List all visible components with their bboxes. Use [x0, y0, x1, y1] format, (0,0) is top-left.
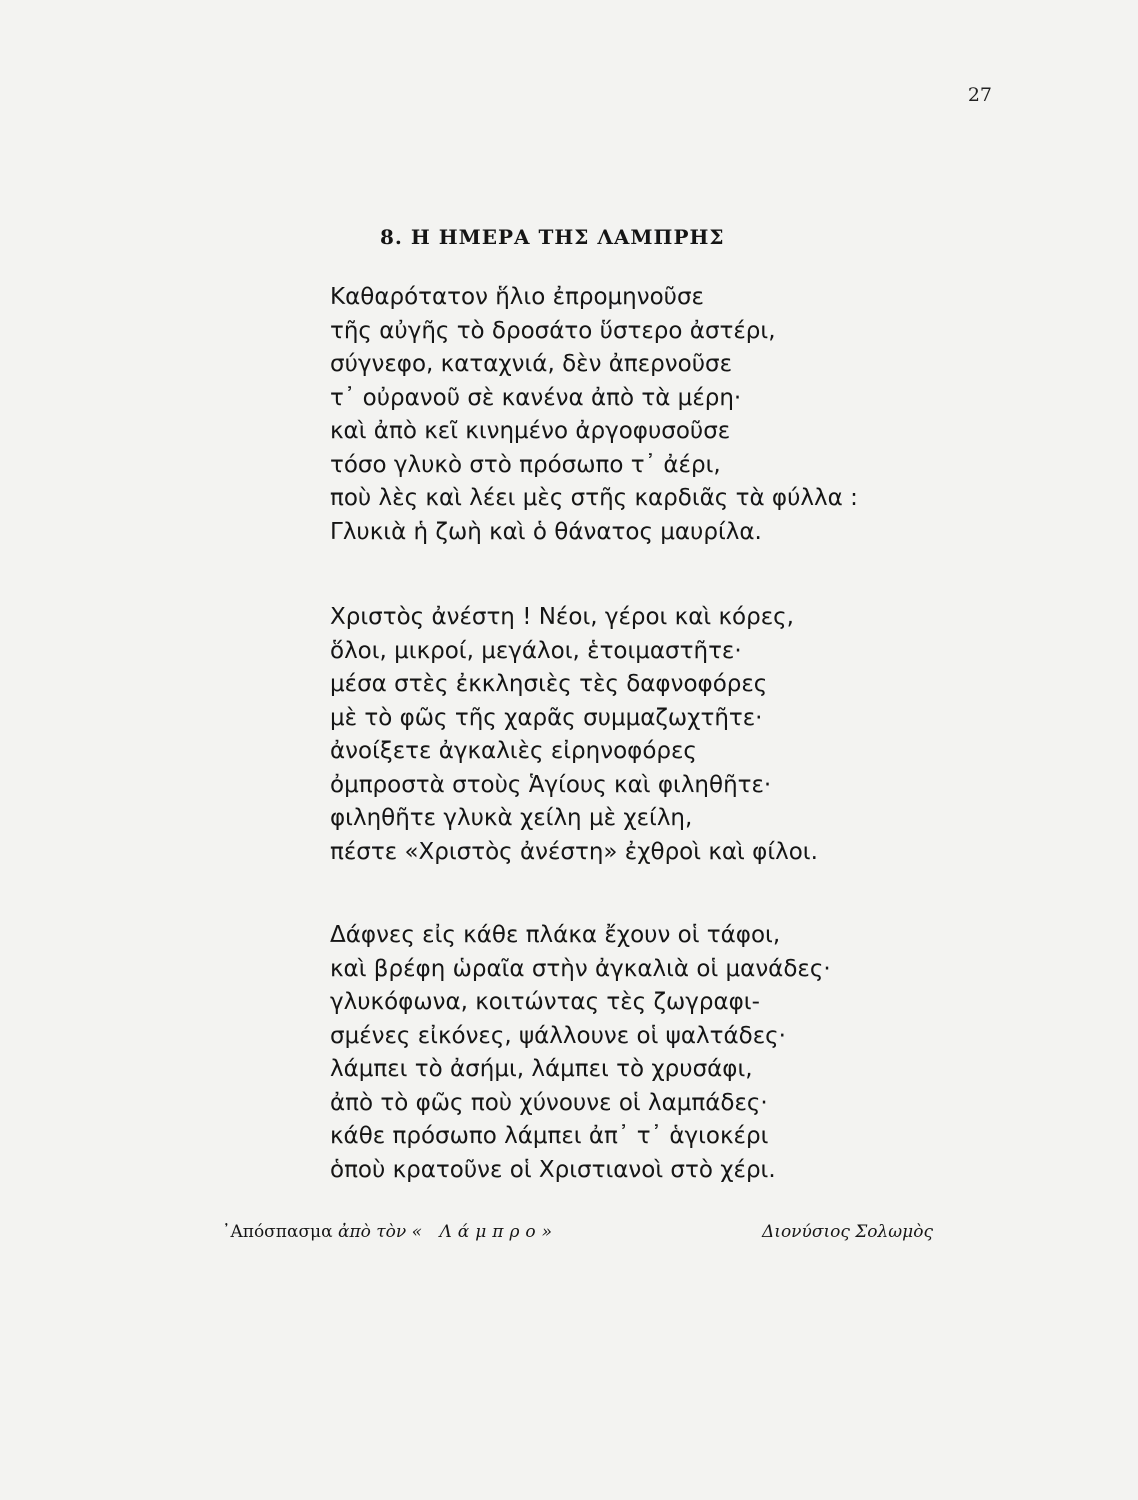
stanza-3 [330, 919, 890, 1187]
verse-line: ἀνοίξετε ἀγκαλιὲς εἰρηνοφόρες [330, 738, 697, 764]
verse-line: πέστε «Χριστὸς ἀνέστη» ἐχθροὶ καὶ φίλοι. [330, 838, 818, 865]
verse-line: γλυκόφωνα, κοιτώντας τὲς ζωγραφι- [330, 989, 760, 1015]
verse-line: τ᾿ οὐρανοῦ σὲ κανένα ἀπὸ τὰ μέρη· [330, 384, 742, 411]
poem-title: 8. Η ΗΜΕΡΑ ΤΗΣ ΛΑΜΠΡΗΣ [380, 225, 725, 249]
verse-line: σύγνεφο, καταχνιά, δὲν ἀπερνοῦσε [330, 351, 733, 377]
verse-line: κάθε πρόσωπο λάμπει ἀπ᾿ τ᾿ ἁγιοκέρι [330, 1123, 769, 1149]
verse-line: καὶ βρέφη ὡραῖα στὴν ἀγκαλιὰ οἱ μανάδες· [330, 955, 831, 982]
verse-line: λάμπει τὸ ἀσήμι, λάμπει τὸ χρυσάφι, [330, 1056, 753, 1082]
verse-line: ποὺ λὲς καὶ λέει μὲς στῆς καρδιᾶς τὰ φύλλα : [330, 485, 858, 511]
verse-line: Γλυκιὰ ἡ ζωὴ καὶ ὁ θάνατος μαυρίλα. [330, 518, 762, 545]
author-name: Διονύσιος Σολωμὸς [762, 1222, 933, 1242]
page-number: 27 [967, 84, 992, 106]
verse-line: καὶ ἀπὸ κεῖ κινημένο ἀργοφυσοῦσε [330, 418, 731, 444]
stanza-1 [330, 281, 890, 549]
source-prefix: ᾿Απόσπασμα [222, 1222, 333, 1242]
verse-line: ὀμπροστὰ στοὺς Ἁγίους καὶ φιληθῆτε· [330, 771, 772, 798]
stanza-2 [330, 601, 890, 869]
verse-line: ὁποὺ κρατοῦνε οἱ Χριστιανοὶ στὸ χέρι. [330, 1156, 776, 1183]
verse-line: ὅλοι, μικροί, μεγάλοι, ἑτοιμαστῆτε· [330, 637, 742, 664]
source-middle: ἀπὸ τὸν [337, 1222, 407, 1242]
verse-line: μέσα στὲς ἐκκλησιὲς τὲς δαφνοφόρες [330, 671, 768, 697]
verse-line: Καθαρότατον ἥλιο ἐπρομηνοῦσε [330, 284, 704, 310]
source-citation [222, 1222, 558, 1242]
verse-line: τῆς αὐγῆς τὸ δροσάτο ὕστερο ἀστέρι, [330, 317, 776, 344]
verse-line: φιληθῆτε γλυκὰ χείλη μὲ χείλη, [330, 805, 693, 831]
source-work: « Λάμπρο» [411, 1222, 559, 1242]
verse-line: Χριστὸς ἀνέστη ! Νέοι, γέροι καὶ κόρες, [330, 604, 794, 630]
verse-line: Δάφνες εἰς κάθε πλάκα ἔχουν οἱ τάφοι, [330, 922, 781, 948]
verse-line: μὲ τὸ φῶς τῆς χαρᾶς συμμαζωχτῆτε· [330, 704, 763, 731]
verse-line: ἀπὸ τὸ φῶς ποὺ χύνουνε οἱ λαμπάδες· [330, 1089, 768, 1116]
verse-line: σμένες εἰκόνες, ψάλλουνε οἱ ψαλτάδες· [330, 1022, 786, 1049]
verse-line: τόσο γλυκὸ στὸ πρόσωπο τ᾿ ἀέρι, [330, 451, 721, 478]
